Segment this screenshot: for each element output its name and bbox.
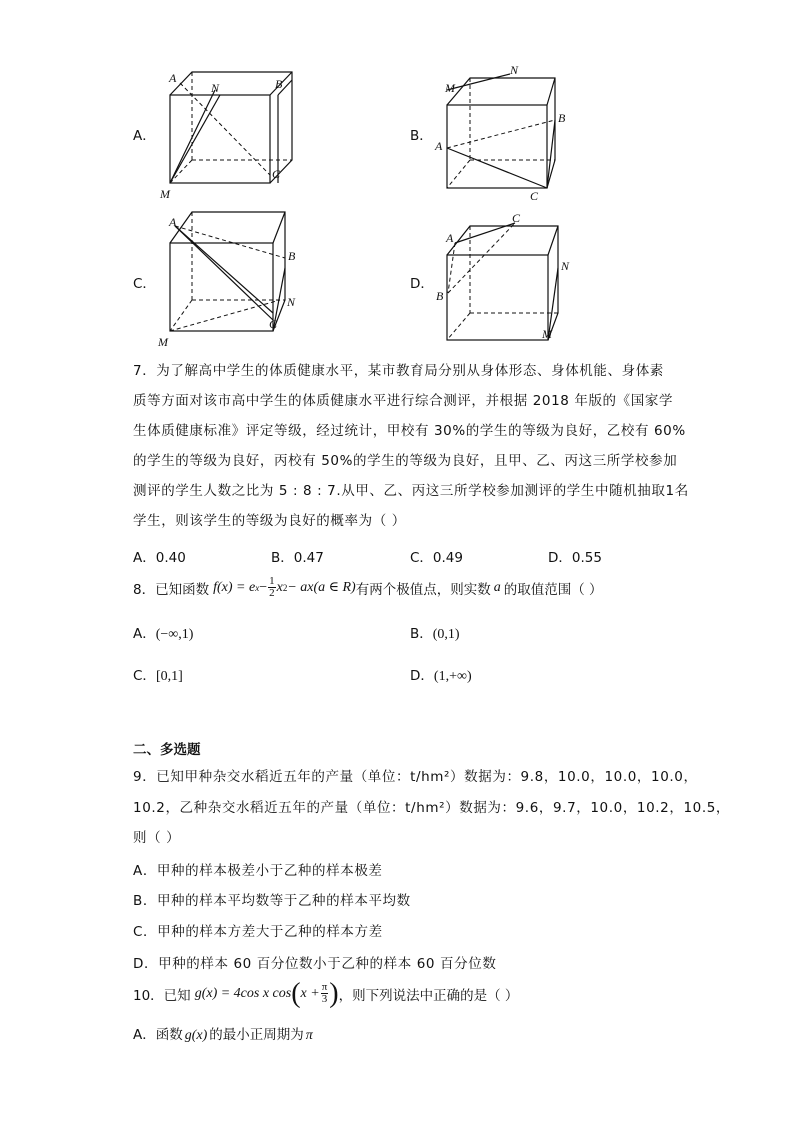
cube-figure-d [430,208,580,352]
q7-option-b[interactable]: B．0.47 [271,550,324,566]
q7-line-6: 学生，则该学生的等级为良好的概率为（ ） [133,513,406,529]
point-m-label: M [158,335,168,349]
q8-option-a[interactable]: A．(−∞,1) [133,626,194,642]
q9-option-c[interactable]: C．甲种的样本方差大于乙种的样本方差 [133,924,383,940]
point-m-label: M [160,187,170,201]
q8-option-d[interactable]: D．(1,+∞) [410,668,472,684]
q8-option-c[interactable]: C．[0,1] [133,668,183,684]
q10-option-a[interactable]: A．函数 g(x) 的最小正周期为 π [133,1027,313,1043]
q7-line-2: 质等方面对该市高中学生的体质健康水平进行综合测评，并根据 2018 年版的《国家学 [133,393,674,409]
point-m-label: M [445,81,455,95]
q8-var: a [493,579,501,595]
q8-x2-exp: 2 [282,582,288,593]
q8-option-b[interactable]: B．(0,1) [410,626,460,642]
point-a-label: A [169,215,177,229]
point-b-label: B [275,77,283,91]
q8-exp: x [255,582,260,593]
q8-x2: x [276,579,283,595]
q8-minus: − [259,579,268,595]
figure-option-b-label[interactable]: B． [410,128,433,144]
q10-expr: g(x) = 4cos x cos [194,985,292,1001]
point-n-label: N [211,81,220,95]
point-a-label: A [435,139,443,153]
figure-option-c-label[interactable]: C． [133,276,156,292]
q7-option-d[interactable]: D．0.55 [548,550,602,566]
figure-option-a-label[interactable]: A． [133,128,156,144]
q7-line-3: 生体质健康标准》评定等级，经过统计，甲校有 30%的学生的等级为良好，乙校有 60% [133,423,686,439]
point-m-label: M [542,327,552,341]
q8-stem [133,576,603,599]
figure-option-d-label[interactable]: D． [410,276,434,292]
point-b-label: B [436,289,444,303]
q7-line-1: 7．为了解高中学生的体质健康水平，某市教育局分别从身体形态、身体机能、身体素 [133,363,664,379]
point-c-label: C [530,189,539,203]
q10-left-paren: ( [291,977,301,1009]
point-a-label: A [446,231,454,245]
q9-line-2: 10.2，乙种杂交水稻近五年的产量（单位：t/hm²）数据为：9.6，9.7，10.0，10.2，10.5， [133,800,731,816]
q9-option-b[interactable]: B．甲种的样本平均数等于乙种的样本平均数 [133,893,411,909]
point-c-label: C [272,167,281,181]
q10-inner: x + [300,985,320,1001]
cube-figure-b [430,60,580,204]
q8-fraction: $\frac{1}{2}$ [269,575,275,599]
q7-option-c[interactable]: C．0.49 [410,550,463,566]
point-n-label: N [287,295,296,309]
q10-prefix: 10．已知 [133,987,191,1004]
point-c-label: C [269,317,278,331]
point-n-label: N [561,259,570,273]
q7-option-a[interactable]: A．0.40 [133,550,186,566]
point-n-label: N [510,63,519,77]
q8-rest: − ax(a ∈ R) [287,580,356,595]
cube-figure-c [155,208,305,352]
point-a-label: A [169,71,177,85]
q9-line-1: 9．已知甲种杂交水稻近五年的产量（单位：t/hm²）数据为：9.8，10.0，10.0，10.0， [133,769,698,785]
q9-line-3: 则（ ） [133,830,181,846]
q7-line-5: 测评的学生人数之比为 5 : 8 : 7.从甲、乙、丙这三所学校参加测评的学生中随机抽取1名 [133,483,689,499]
q10-right-paren: ) [329,977,339,1009]
q8-suffix: 有两个极值点，则实数 [355,581,491,598]
q9-option-a[interactable]: A．甲种的样本极差小于乙种的样本极差 [133,863,383,879]
section-title: 二、多选题 [133,742,201,758]
q10-fraction: $\frac{\pi}{3}$ [321,981,328,1005]
point-b-label: B [558,111,566,125]
q10-stem [133,977,519,1009]
cube-figure-a [155,60,305,204]
q8-func-lhs: f(x) = e [213,579,256,595]
q9-option-d[interactable]: D．甲种的样本 60 百分位数小于乙种的样本 60 百分位数 [133,956,497,972]
point-c-label: C [512,211,521,225]
q8-prefix: 8．已知函数 [133,581,210,598]
q7-line-4: 的学生的等级为良好，丙校有 50%的学生的等级为良好，且甲、乙、丙这三所学校参加 [133,453,678,469]
q8-suffix2: 的取值范围（ ） [503,581,603,598]
q10-suffix: ，则下列说法中正确的是（ ） [338,987,519,1004]
point-b-label: B [288,249,296,263]
